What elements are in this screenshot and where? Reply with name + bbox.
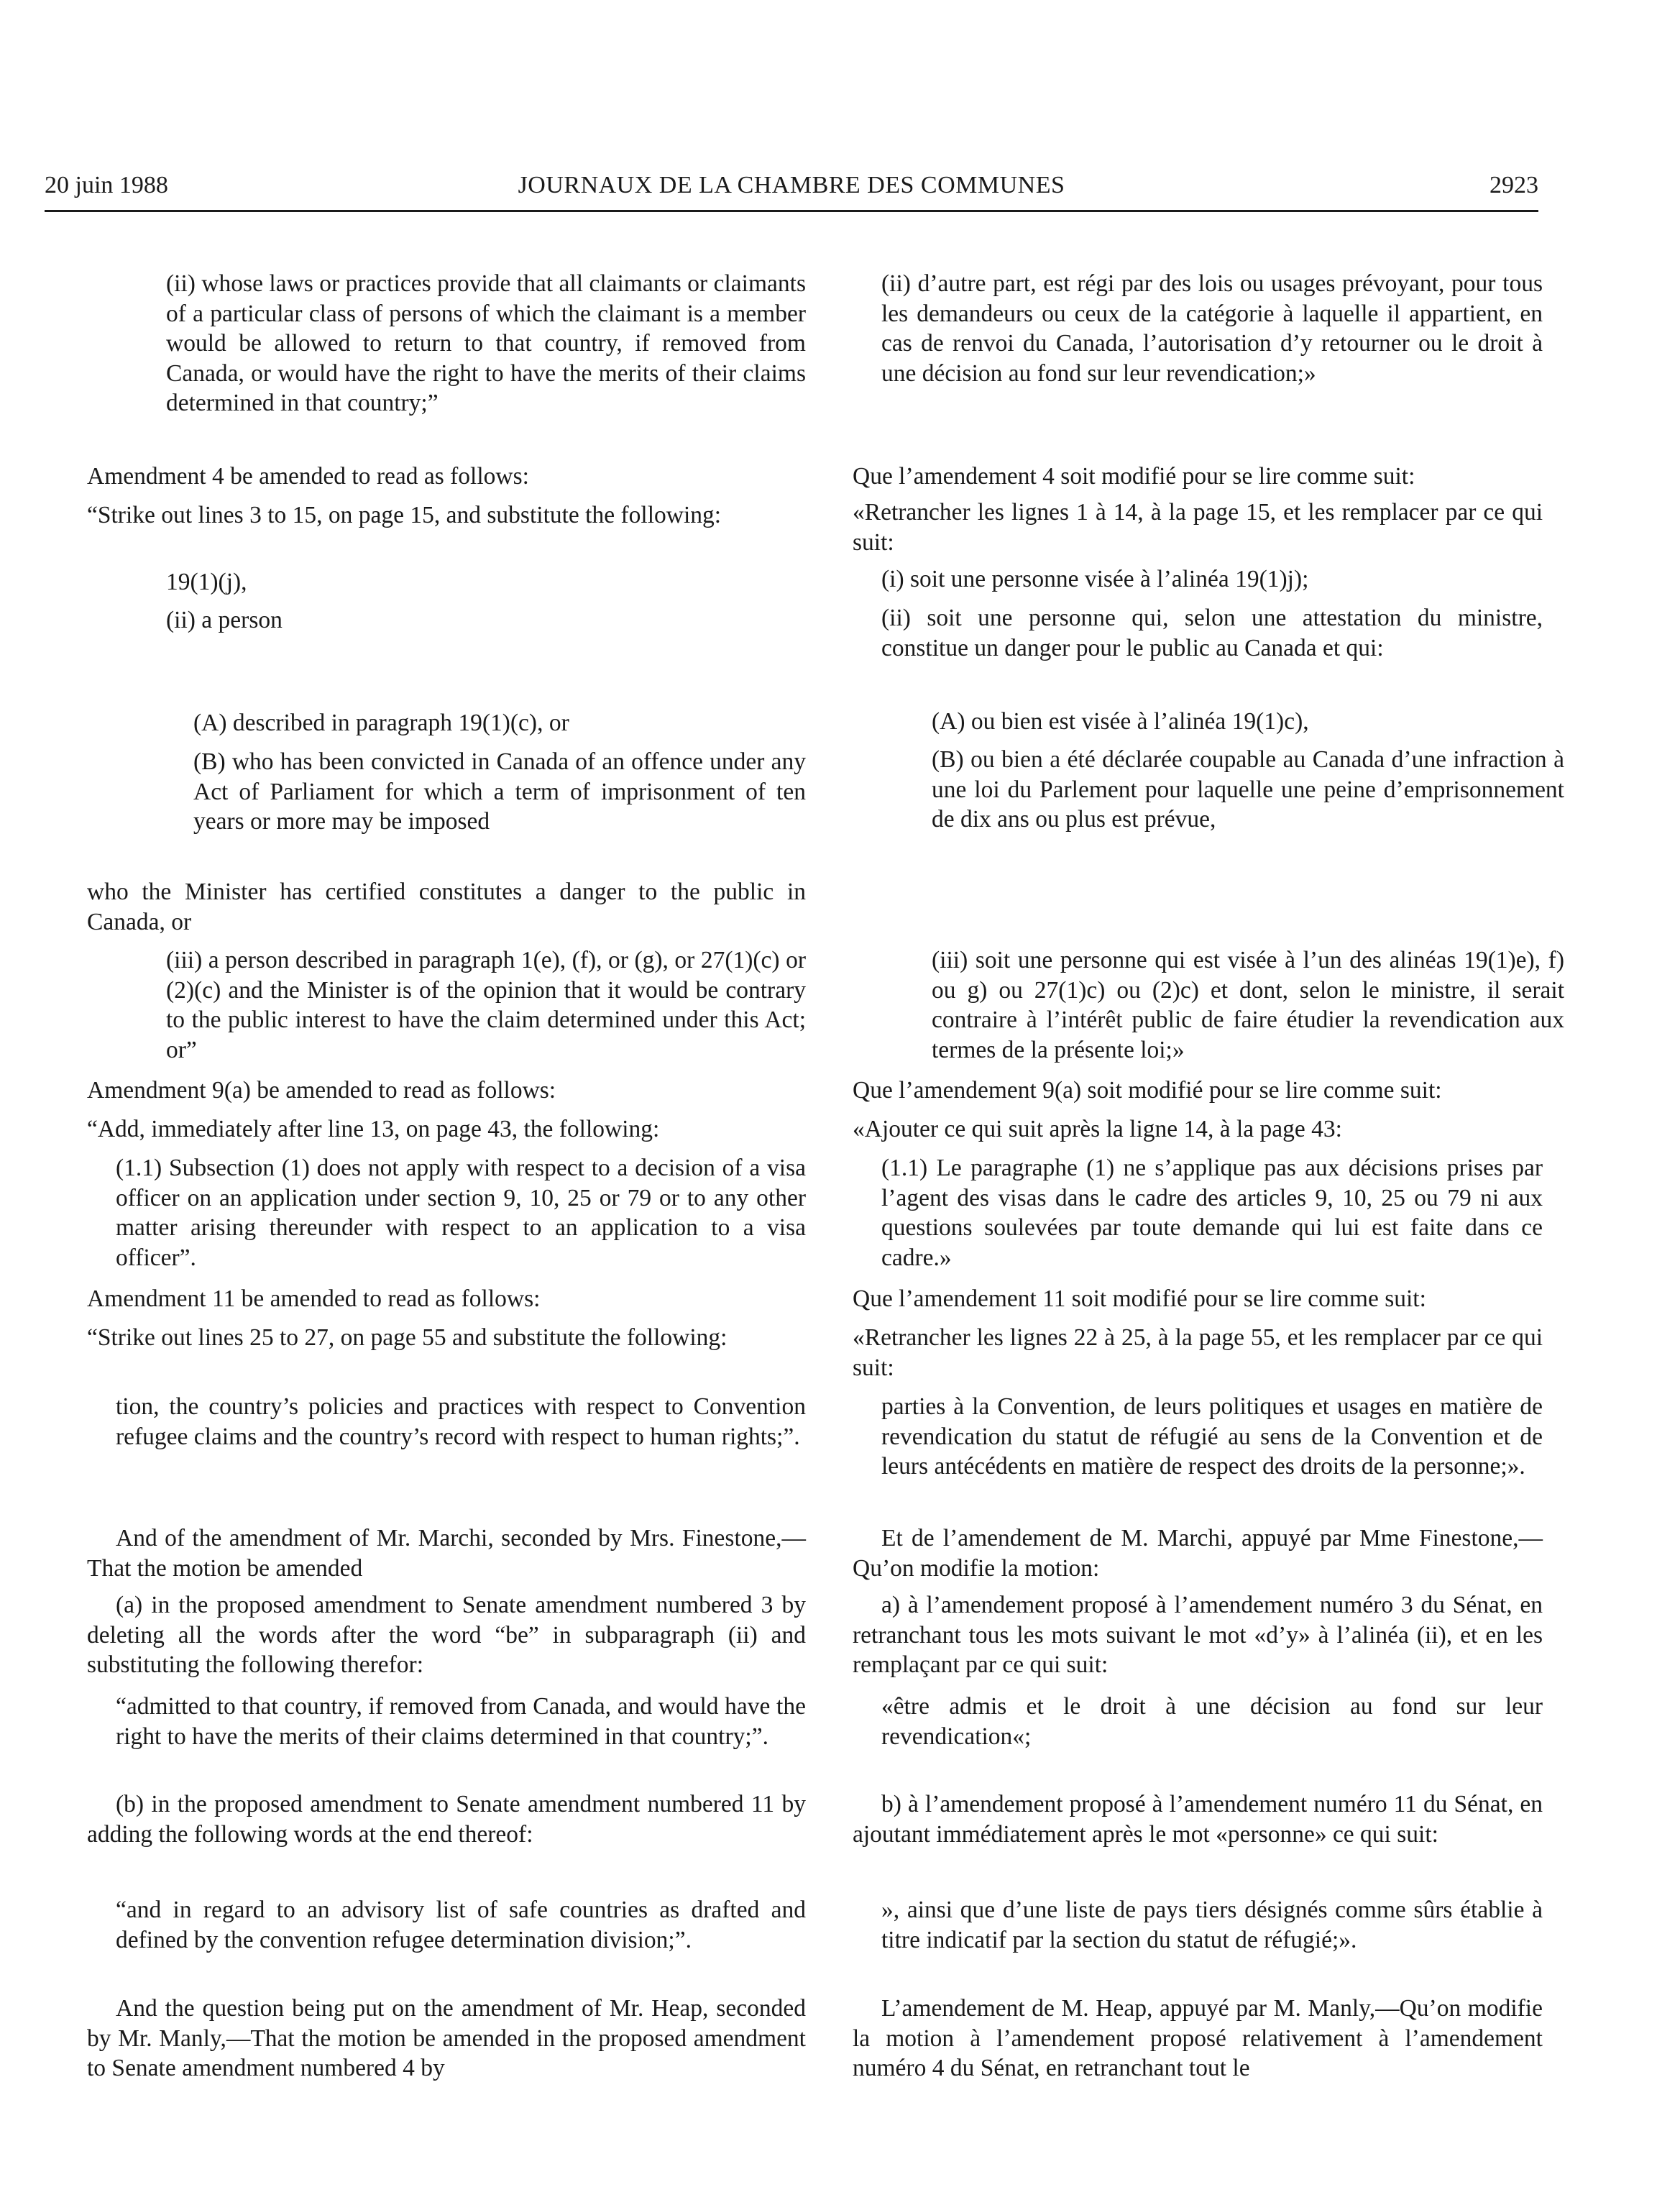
paragraph: Et de l’amendement de M. Marchi, appuyé par Mme Finestone,—Qu’on modifie la motion: <box>853 1525 1543 1582</box>
paragraph: (B) ou bien a été déclarée coupable au Canada d’une infraction à une loi du Parlement pour laquelle une peine d’emprisonnement de dix ans ou plus est prévue, <box>932 746 1564 833</box>
paragraph: (ii) soit une personne qui, selon une attestation du ministre, constitue un danger pour le public au Canada et qui: <box>881 605 1543 661</box>
header-date: 20 juin 1988 <box>45 172 168 198</box>
paragraph: L’amendement de M. Heap, appuyé par M. Manly,—Qu’on modifie la motion à l’amendement proposé relativement à l’amendement numéro 4 du Sénat, en retranchant tout le <box>853 1995 1543 2081</box>
paragraph: “and in regard to an advisory list of safe countries as drafted and defined by the convention refugee determination division;”. <box>116 1897 806 1953</box>
page-header <box>45 168 1538 212</box>
paragraph: “Strike out lines 3 to 15, on page 15, and substitute the following: <box>87 502 722 528</box>
header-title: JOURNAUX DE LA CHAMBRE DES COMMUNES <box>518 172 1065 198</box>
paragraph: «Retrancher les lignes 22 à 25, à la page 55, et les remplacer par ce qui suit: <box>853 1324 1543 1381</box>
paragraph: “Add, immediately after line 13, on page 43, the following: <box>87 1116 660 1142</box>
paragraph: Amendment 9(a) be amended to read as follows: <box>87 1077 556 1104</box>
paragraph: «être admis et le droit à une décision au fond sur leur revendication«; <box>881 1693 1543 1750</box>
paragraph: 19(1)(j), <box>166 569 247 595</box>
paragraph: (ii) a person <box>166 607 283 633</box>
paragraph: (A) described in paragraph 19(1)(c), or <box>193 710 569 736</box>
paragraph: parties à la Convention, de leurs politiques et usages en matière de revendication du statut de réfugié au sens de la Convention et de leurs antécédents en matière de respect des droits de la personne;». <box>881 1393 1543 1480</box>
paragraph: (A) ou bien est visée à l’alinéa 19(1)c), <box>932 708 1309 735</box>
paragraph: Amendment 11 be amended to read as follows: <box>87 1285 541 1312</box>
paragraph: (1.1) Subsection (1) does not apply with respect to a decision of a visa officer on an application under section 9, 10, 25 or 79 or to any other matter arising thereunder with respect to an application to a visa officer”. <box>116 1155 806 1271</box>
paragraph: “admitted to that country, if removed from Canada, and would have the right to have the merits of their claims determined in that country;”. <box>116 1693 806 1750</box>
paragraph: Que l’amendement 9(a) soit modifié pour se lire comme suit: <box>853 1077 1442 1104</box>
paragraph: tion, the country’s policies and practices with respect to Convention refugee claims and the country’s record with respect to human rights;”. <box>116 1393 806 1450</box>
paragraph: Que l’amendement 11 soit modifié pour se lire comme suit: <box>853 1285 1426 1312</box>
paragraph: «Ajouter ce qui suit après la ligne 14, à la page 43: <box>853 1116 1342 1142</box>
paragraph: And of the amendment of Mr. Marchi, seconded by Mrs. Finestone,—That the motion be amended <box>87 1525 806 1582</box>
paragraph: (ii) whose laws or practices provide that all claimants or claimants of a particular class of persons of which the claimant is a member would be allowed to return to that country, if removed from Canada, or would have the right to have the merits of their claims determined in that country;” <box>166 270 806 416</box>
paragraph: “Strike out lines 25 to 27, on page 55 and substitute the following: <box>87 1324 727 1351</box>
paragraph: », ainsi que d’une liste de pays tiers désignés comme sûrs établie à titre indicatif par la section du statut de réfugié;». <box>881 1897 1543 1953</box>
paragraph: (i) soit une personne visée à l’alinéa 19(1)j); <box>881 566 1309 592</box>
paragraph: (iii) a person described in paragraph 1(e), (f), or (g), or 27(1)(c) or (2)(c) and the Minister is of the opinion that it would be contrary to the public interest to have the claim determined under this Act; or” <box>166 947 806 1063</box>
paragraph: (iii) soit une personne qui est visée à l’un des alinéas 19(1)e), f) ou g) ou 27(1)c) ou (2)c) et dont, selon le ministre, il serait contraire à l’intérêt public de faire étudier la revendication aux termes de la présente loi;» <box>932 947 1564 1063</box>
paragraph: Que l’amendement 4 soit modifié pour se lire comme suit: <box>853 463 1415 490</box>
page-number: 2923 <box>1489 172 1538 198</box>
paragraph: b) à l’amendement proposé à l’amendement numéro 11 du Sénat, en ajoutant immédiatement après le mot «personne» ce qui suit: <box>853 1791 1543 1848</box>
paragraph: (b) in the proposed amendment to Senate amendment numbered 11 by adding the following words at the end thereof: <box>87 1791 806 1848</box>
paragraph: (1.1) Le paragraphe (1) ne s’applique pas aux décisions prises par l’agent des visas dans le cadre des articles 9, 10, 25 ou 79 ni aux questions soulevées par toute demande qui lui est faite dans ce cadre.» <box>881 1155 1543 1271</box>
paragraph: (a) in the proposed amendment to Senate amendment numbered 3 by deleting all the words after the word “be” in subparagraph (ii) and substituting the following therefor: <box>87 1592 806 1678</box>
paragraph: who the Minister has certified constitutes a danger to the public in Canada, or <box>87 879 806 935</box>
paragraph: «Retrancher les lignes 1 à 14, à la page 15, et les remplacer par ce qui suit: <box>853 499 1543 556</box>
paragraph: And the question being put on the amendment of Mr. Heap, seconded by Mr. Manly,—That the motion be amended in the proposed amendment to Senate amendment numbered 4 by <box>87 1995 806 2081</box>
paragraph: (B) who has been convicted in Canada of an offence under any Act of Parliament for which a term of imprisonment of ten years or more may be imposed <box>193 748 806 835</box>
paragraph: (ii) d’autre part, est régi par des lois ou usages prévoyant, pour tous les demandeurs ou ceux de la catégorie à laquelle il appartient, en cas de renvoi du Canada, l’autorisation d’y retourner ou le droit à une décision au fond sur leur revendication;» <box>881 270 1543 387</box>
paragraph: a) à l’amendement proposé à l’amendement numéro 3 du Sénat, en retranchant tous les mots suivant le mot «d’y» à l’alinéa (ii), et en les remplaçant par ce qui suit: <box>853 1592 1543 1678</box>
paragraph: Amendment 4 be amended to read as follows: <box>87 463 529 490</box>
